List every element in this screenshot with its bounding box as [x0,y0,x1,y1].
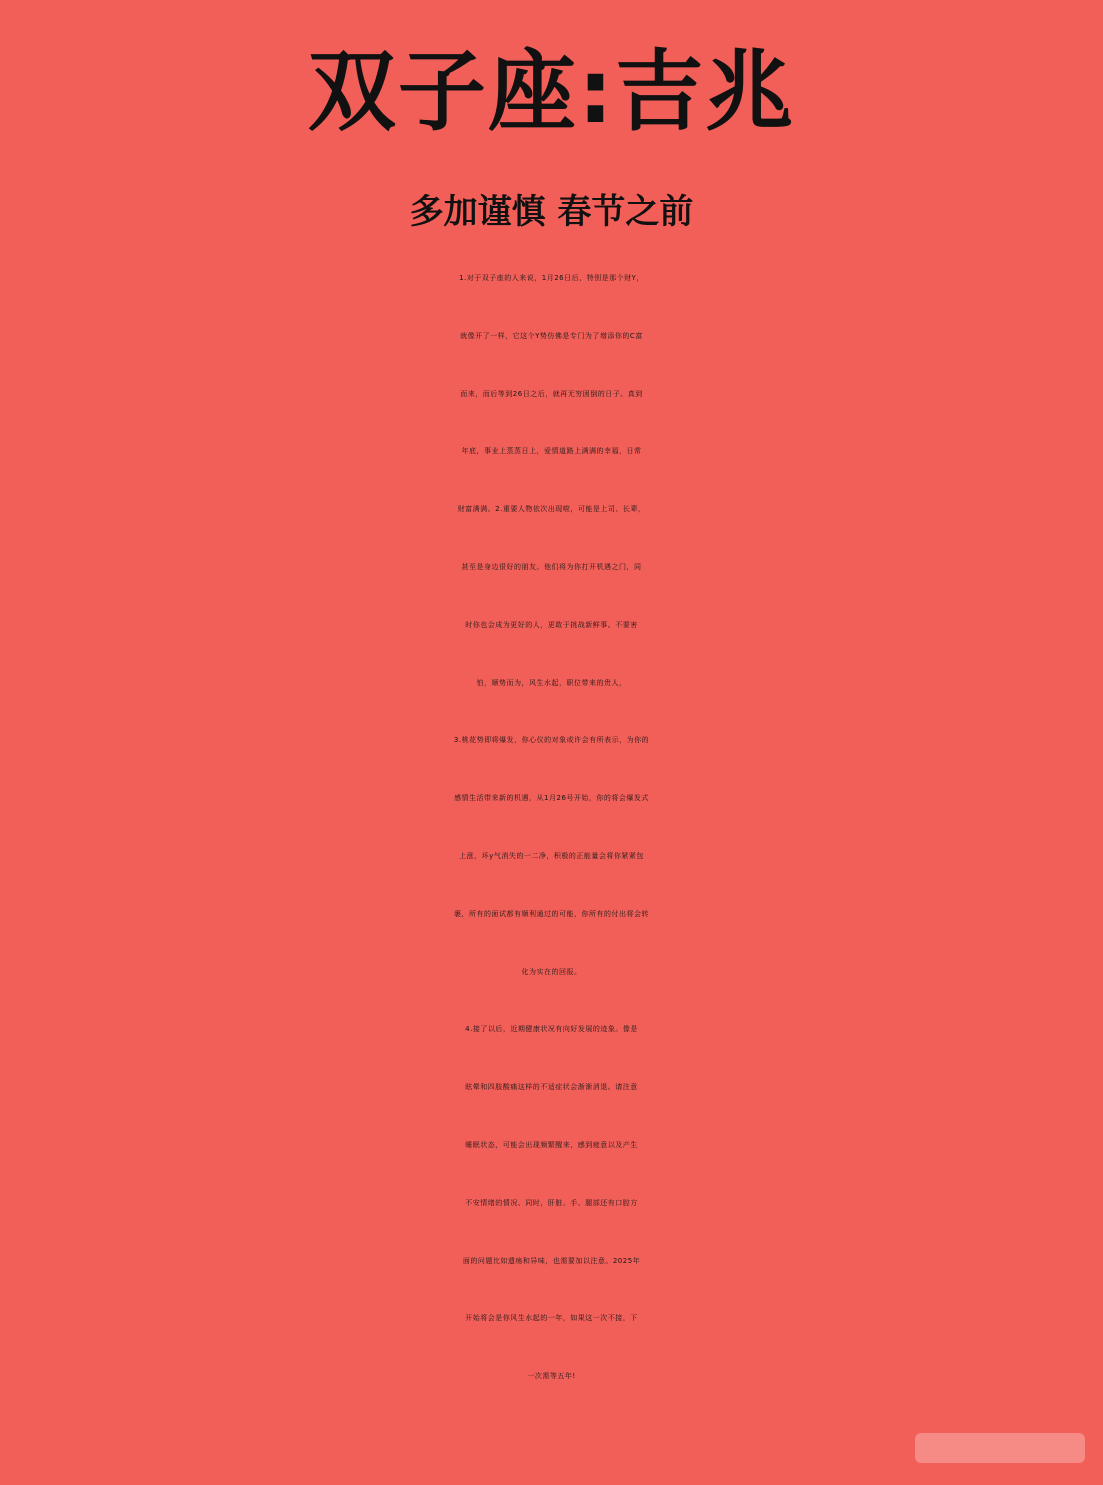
page-subtitle: 多加谨慎 春节之前 [409,192,694,232]
text-line: 面的问题比如遗疡和异味，也需要加以注意。2025年 [462,1256,641,1265]
text-line: 时你也会成为更好的人，更敢于挑战新鲜事。不要害 [465,620,638,629]
text-line: 而来，而后等到26日之后，就再无穷困倒的日子。真到 [460,389,643,398]
text-line: 甚至是身边很好的朋友。他们将为你打开机遇之门，同 [461,562,642,571]
text-line: 财富满满。2.重要人物依次出现啦，可能是上司、长辈， [457,505,646,514]
text-line: 就像开了一样，它这个Y势仿佛是专门为了增添你的C富 [460,331,643,340]
text-line: 不安情绪的情况、同时，肝脏、手、腿部还有口腔方 [465,1198,638,1207]
text-line: 化为实在的回报。 [521,967,582,976]
text-line: 4.接了以后，近期健康状况有向好发展的迹象。像是 [465,1025,638,1034]
text-line: 裹，所有的面试都有顺利通过的可能，你所有的付出将会转 [454,909,649,918]
text-line: 1.对于双子座的人来说，1月26日后，特别是那个财Y， [459,274,644,282]
text-line: 3.桃花势即将爆发，你心仪的对象或许会有所表示，为你的 [453,736,650,745]
text-line: 开始将会是你风生水起的一年，如果这一次不接，下 [465,1314,638,1323]
text-line: 怕，顺势而为，风生水起，职位带来的贵人， [476,678,627,687]
page-title: 双子座:吉兆 [307,40,796,143]
text-line: 睡眠状态，可能会出现频繁醒来，感到疲意以及产生 [465,1140,638,1149]
body-text [0,250,1103,1406]
text-line: 上涨，坏y气消失的一二净，积极的正能量会将你紧紧包 [459,851,644,860]
text-line: 年底，事业上蒸蒸日上，爱情道路上满满的幸福，日常 [461,447,642,456]
text-line: 眩晕和四肢酸痛这样的不适症状会渐渐消退。请注意 [465,1083,638,1092]
text-line: 感情生活带来新的机遇，从1月26号开始，你的将会爆发式 [454,794,649,803]
watermark [915,1433,1085,1463]
text-line: 一次需等五年! [527,1372,576,1381]
